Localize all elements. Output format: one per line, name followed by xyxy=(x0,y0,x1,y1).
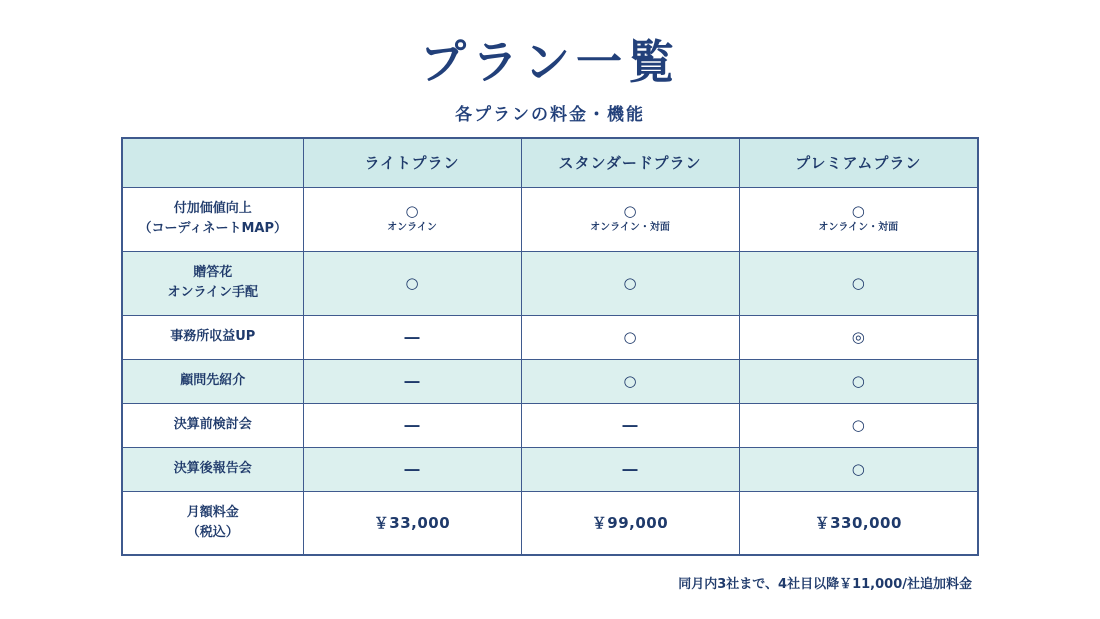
header-corner-cell xyxy=(122,138,303,187)
cell-premium: ○ xyxy=(739,403,978,447)
header-light-plan: ライトプラン xyxy=(303,138,521,187)
header-premium-plan: プレミアムプラン xyxy=(739,138,978,187)
mark-note: オンライン xyxy=(387,222,437,233)
row-label-client-referral: 顧問先紹介 xyxy=(122,359,303,403)
mark-note: オンライン・対面 xyxy=(818,222,899,233)
row-label-value-add: 付加価値向上 （コーディネートMAP） xyxy=(122,187,303,251)
mark-note: オンライン・対面 xyxy=(590,222,670,233)
mark-symbol: ○ xyxy=(405,202,419,220)
cell-light xyxy=(303,187,521,251)
row-label-office-revenue: 事務所収益UP xyxy=(122,315,303,359)
cell-light: ○ xyxy=(303,251,521,315)
cell-standard xyxy=(521,187,739,251)
cell-standard: ○ xyxy=(521,315,739,359)
cell-light: ― xyxy=(303,315,521,359)
cell-premium: ○ xyxy=(739,359,978,403)
table-row xyxy=(122,251,978,315)
page-subtitle: 各プランの料金・機能 xyxy=(455,105,645,125)
table-header-row xyxy=(122,138,978,187)
table-row xyxy=(122,447,978,491)
table-row xyxy=(122,315,978,359)
cell-premium: ◎ xyxy=(739,315,978,359)
price-row xyxy=(122,491,978,555)
price-premium: ￥330,000 xyxy=(739,491,978,555)
price-standard: ￥99,000 xyxy=(521,491,739,555)
mark-symbol: ○ xyxy=(623,202,637,220)
cell-standard: ○ xyxy=(521,251,739,315)
row-label-pre-settlement: 決算前検討会 xyxy=(122,403,303,447)
cell-light: ― xyxy=(303,403,521,447)
cell-premium: ○ xyxy=(739,251,978,315)
row-label-post-settlement: 決算後報告会 xyxy=(122,447,303,491)
price-light: ￥33,000 xyxy=(303,491,521,555)
row-label-monthly-fee: 月額料金 （税込） xyxy=(122,491,303,555)
table-row xyxy=(122,359,978,403)
cell-light: ― xyxy=(303,447,521,491)
header-standard-plan: スタンダードプラン xyxy=(521,138,739,187)
table-row xyxy=(122,187,978,251)
cell-standard: ○ xyxy=(521,359,739,403)
cell-premium xyxy=(739,187,978,251)
pricing-footnote: 同月内3社まで、4社目以降￥11,000/社追加料金 xyxy=(678,577,972,592)
cell-premium: ○ xyxy=(739,447,978,491)
row-label-gift-flowers: 贈答花 オンライン手配 xyxy=(122,251,303,315)
plan-comparison-table xyxy=(121,137,979,556)
cell-standard: ― xyxy=(521,403,739,447)
page-title: プラン一覧 xyxy=(420,35,680,89)
mark-symbol: ○ xyxy=(851,202,865,220)
cell-light: ― xyxy=(303,359,521,403)
table-row xyxy=(122,403,978,447)
cell-standard: ― xyxy=(521,447,739,491)
